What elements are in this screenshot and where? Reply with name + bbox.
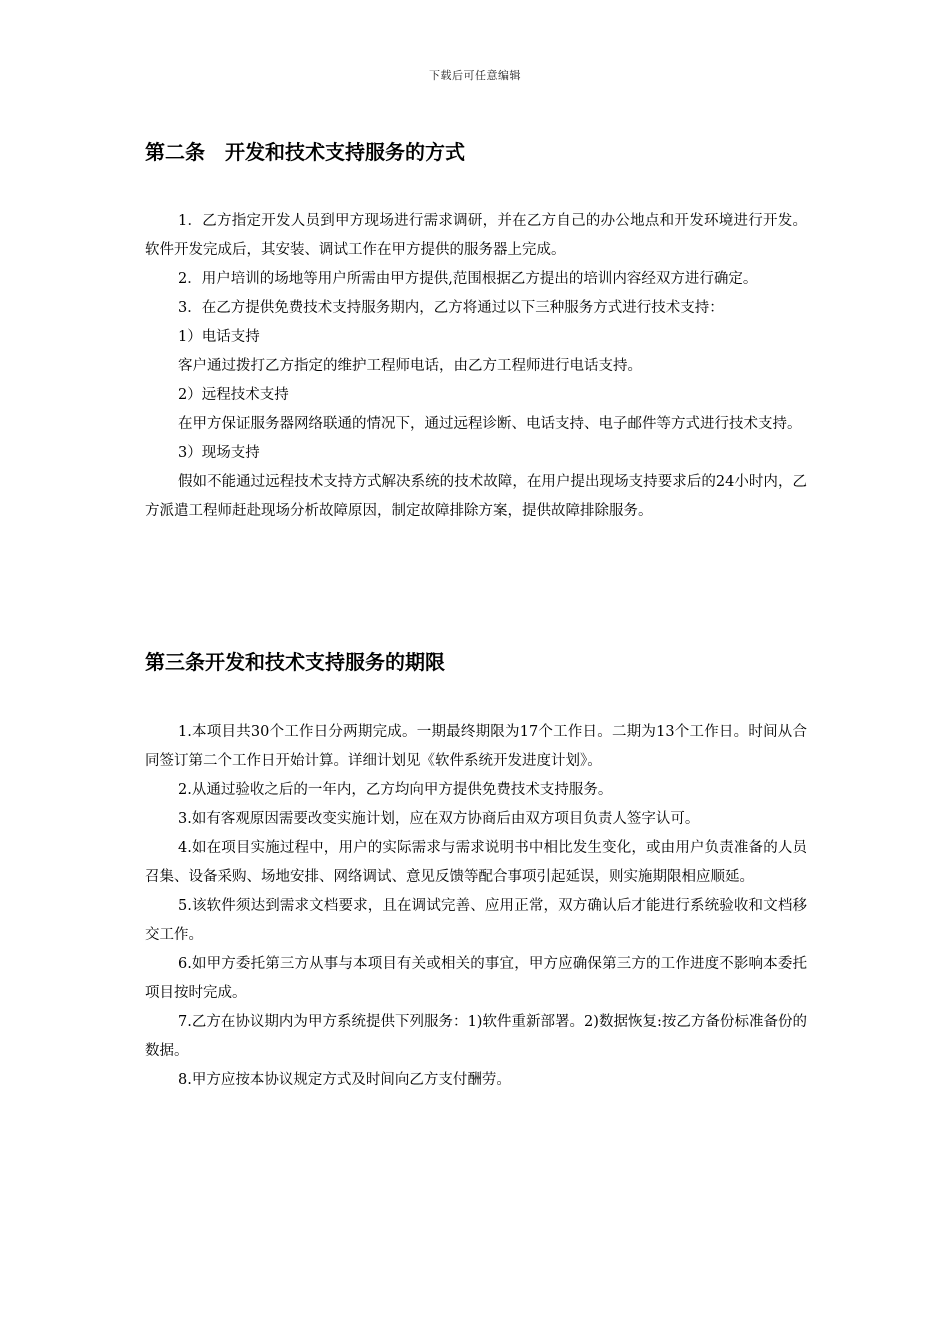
- section-three-body: [145, 718, 807, 1095]
- support-item-1-text: 客户通过拨打乙方指定的维护工程师电话，由乙方工程师进行电话支持。: [178, 358, 642, 374]
- section-three-paragraph-2: 2.从通过验收之后的一年内，乙方均向甲方提供免费技术支持服务。: [178, 782, 613, 798]
- support-item-3-text: 假如不能通过远程技术支持方式解决系统的技术故障，在用户提出现场支持要求后的24小时内，乙方派遣工程师赶赴现场分析故障原因，制定故障排除方案，提供故障排除服务。: [145, 474, 807, 519]
- section-three-paragraph-5: 5.该软件须达到需求文档要求，且在调试完善、应用正常，双方确认后才能进行系统验收和文档移交工作。: [145, 898, 807, 943]
- section-two: [145, 138, 807, 526]
- support-item-3-title: 3）现场支持: [178, 445, 260, 461]
- section-three-paragraph-7: 7.乙方在协议期内为甲方系统提供下列服务：1)软件重新部署。2)数据恢复:按乙方备份标准备份的数据。: [145, 1014, 807, 1059]
- section-three-title: 第三条开发和技术支持服务的期限: [145, 650, 445, 674]
- support-item-2-text: 在甲方保证服务器网络联通的情况下，通过远程诊断、电话支持、电子邮件等方式进行技术支持。: [178, 416, 802, 432]
- section-two-body: [145, 207, 807, 526]
- section-two-title: 第二条 开发和技术支持服务的方式: [145, 140, 465, 164]
- support-item-2-title: 2）远程技术支持: [178, 387, 289, 403]
- section-three-paragraph-6: 6.如甲方委托第三方从事与本项目有关或相关的事宜，甲方应确保第三方的工作进度不影响本委托项目按时完成。: [145, 956, 807, 1001]
- section-two-paragraph-3: 3．在乙方提供免费技术支持服务期内，乙方将通过以下三种服务方式进行技术支持：: [178, 300, 724, 316]
- section-three-paragraph-8: 8.甲方应按本协议规定方式及时间向乙方支付酬劳。: [178, 1072, 511, 1088]
- section-three-paragraph-1: 1.本项目共30个工作日分两期完成。一期最终期限为17个工作日。二期为13个工作日。时间从合同签订第二个工作日开始计算。详细计划见《软件系统开发进度计划》。: [145, 724, 807, 769]
- section-three: [145, 648, 807, 1095]
- support-item-1-title: 1）电话支持: [178, 329, 260, 345]
- section-three-paragraph-3: 3.如有客观原因需要改变实施计划，应在双方协商后由双方项目负责人签字认可。: [178, 811, 700, 827]
- section-two-paragraph-1: 1．乙方指定开发人员到甲方现场进行需求调研，并在乙方自己的办公地点和开发环境进行开发。软件开发完成后，其安装、调试工作在甲方提供的服务器上完成。: [145, 213, 807, 258]
- section-three-paragraph-4: 4.如在项目实施过程中，用户的实际需求与需求说明书中相比发生变化，或由用户负责准备的人员召集、设备采购、场地安排、网络调试、意见反馈等配合事项引起延误，则实施期限相应顺延。: [145, 840, 807, 885]
- section-two-paragraph-2: 2．用户培训的场地等用户所需由甲方提供,范围根据乙方提出的培训内容经双方进行确定。: [178, 271, 758, 287]
- header-note: 下载后可任意编辑: [429, 69, 521, 82]
